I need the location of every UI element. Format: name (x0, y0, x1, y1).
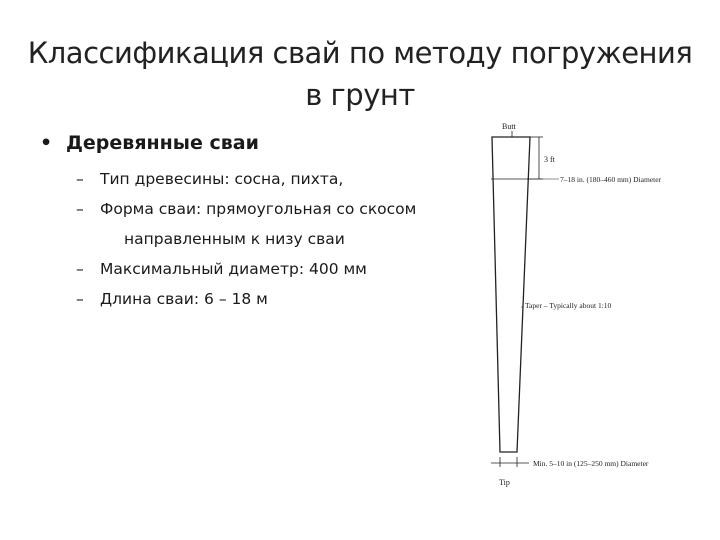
sub-dash: – (76, 170, 84, 188)
sub-item-label: Длина сваи: 6 – 18 м (100, 290, 268, 308)
bullet-dot: • (40, 132, 53, 154)
title-line-1: Классификация свай по методу погружения (27, 36, 693, 70)
sub-dash: – (76, 200, 84, 218)
title-line-2: в грунт (305, 78, 415, 112)
min-diameter-label: Min. 5–10 in (125–250 mm) Diameter (533, 459, 649, 468)
bullet-main-label: Деревянные сваи (66, 132, 259, 154)
pile-outline (492, 137, 530, 452)
butt-label: Butt (502, 122, 516, 131)
sub-item-label: Тип древесины: сосна, пихта, (100, 170, 344, 188)
tip-label: Tip (499, 478, 510, 487)
taper-label: Taper – Typically about 1:10 (525, 301, 612, 310)
top-diameter-label: 7–18 in. (180–460 mm) Diameter (560, 175, 662, 184)
length-label: 3 ft (544, 155, 555, 164)
sub-item-shape-continuation: направленным к низу сваи (124, 230, 345, 248)
sub-item-label: Форма сваи: прямоугольная со скосом (100, 200, 417, 218)
timber-pile-diagram (455, 115, 720, 495)
sub-dash: – (76, 260, 84, 278)
sub-item-label: Максимальный диаметр: 400 мм (100, 260, 367, 278)
sub-dash: – (76, 290, 84, 308)
